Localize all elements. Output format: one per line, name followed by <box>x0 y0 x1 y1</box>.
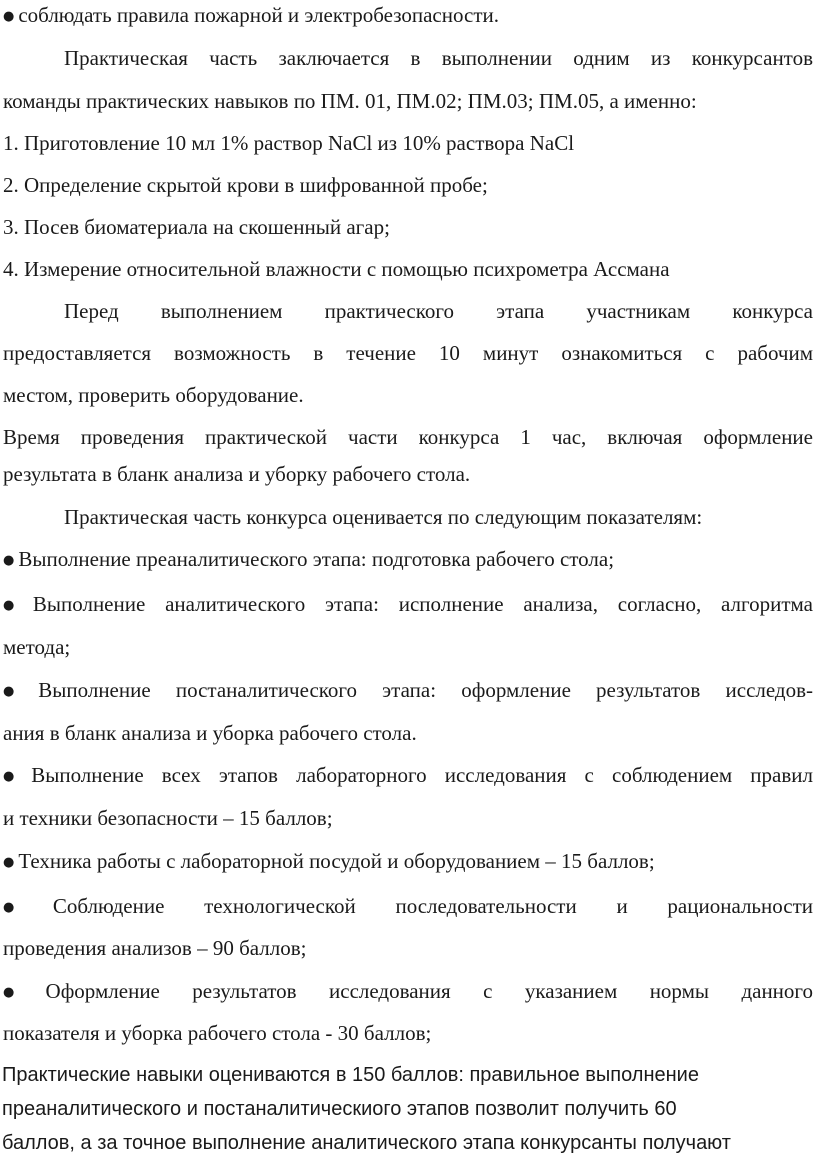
paragraph-line: результата в бланк анализа и уборку рабочего стола. <box>3 462 471 486</box>
criteria-text: метода; <box>3 635 71 659</box>
criteria-text: Выполнение постаналитического этапа: оформление результатов исследов- <box>38 678 814 702</box>
criteria-text: и техники безопасности – 15 баллов; <box>3 806 333 830</box>
criteria-text: Выполнение аналитического этапа: исполнение анализа, согласно, алгоритма <box>32 592 814 616</box>
bullet-text: соблюдать правила пожарной и электробезопасности. <box>18 3 499 27</box>
bullet-icon: ● <box>3 769 28 784</box>
paragraph-line: Перед выполнением практического этапа участникам конкурса <box>64 299 813 323</box>
criteria-item <box>3 591 813 619</box>
bullet-icon: ● <box>3 9 15 24</box>
criteria-item <box>3 677 813 705</box>
bullet-icon: ● <box>3 985 42 1000</box>
bullet-item-fire-safety <box>3 2 813 30</box>
criteria-text: ания в бланк анализа и уборка рабочего стола. <box>3 721 417 745</box>
paragraph-line: Практическая часть заключается в выполнении одним из конкурсантов <box>64 46 813 70</box>
criteria-item <box>3 762 813 790</box>
bullet-icon: ● <box>3 598 29 613</box>
paragraph-line: баллов, а за точное выполнение аналитического этапа конкурсанты получают <box>2 1132 731 1154</box>
criteria-text: Выполнение всех этапов лабораторного исследования с соблюдением правил <box>31 763 813 787</box>
paragraph-line: Практическая часть конкурса оценивается по следующим показателям: <box>64 505 703 529</box>
criteria-text: показателя и уборка рабочего стола - 30 баллов; <box>3 1021 432 1045</box>
criteria-text: Оформление результатов исследования с указанием нормы данного <box>45 979 814 1003</box>
criteria-item <box>3 546 813 574</box>
paragraph-line: Практические навыки оцениваются в 150 баллов: правильное выполнение <box>2 1064 699 1086</box>
task-item: 1. Приготовление 10 мл 1% раствор NaCl из 10% раствора NaCl <box>3 131 575 155</box>
paragraph-line: преаналитического и постаналитическиого этапов позволит получить 60 <box>2 1098 677 1120</box>
paragraph-line: команды практических навыков по ПМ. 01, ПМ.02; ПМ.03; ПМ.05, а именно: <box>3 89 697 113</box>
task-item: 3. Посев биоматериала на скошенный агар; <box>3 215 390 239</box>
criteria-item <box>3 893 813 921</box>
criteria-text: проведения анализов – 90 баллов; <box>3 936 307 960</box>
bullet-icon: ● <box>3 553 15 568</box>
criteria-text: Соблюдение технологической последовательности и рациональности <box>52 894 814 918</box>
criteria-item <box>3 848 813 876</box>
paragraph-line: местом, проверить оборудование. <box>3 383 304 407</box>
bullet-icon: ● <box>3 900 49 915</box>
bullet-icon: ● <box>3 684 35 699</box>
bullet-icon: ● <box>3 855 15 870</box>
task-item: 2. Определение скрытой крови в шифрованной пробе; <box>3 173 488 197</box>
criteria-item <box>3 978 813 1006</box>
criteria-text: Выполнение преаналитического этапа: подготовка рабочего стола; <box>18 547 615 571</box>
paragraph-line: предоставляется возможность в течение 10 минут ознакомиться с рабочим <box>3 341 813 365</box>
task-item: 4. Измерение относительной влажности с помощью психрометра Ассмана <box>3 257 670 281</box>
criteria-text: Техника работы с лабораторной посудой и оборудованием – 15 баллов; <box>18 849 655 873</box>
paragraph-line: Время проведения практической части конкурса 1 час, включая оформление <box>3 425 813 449</box>
